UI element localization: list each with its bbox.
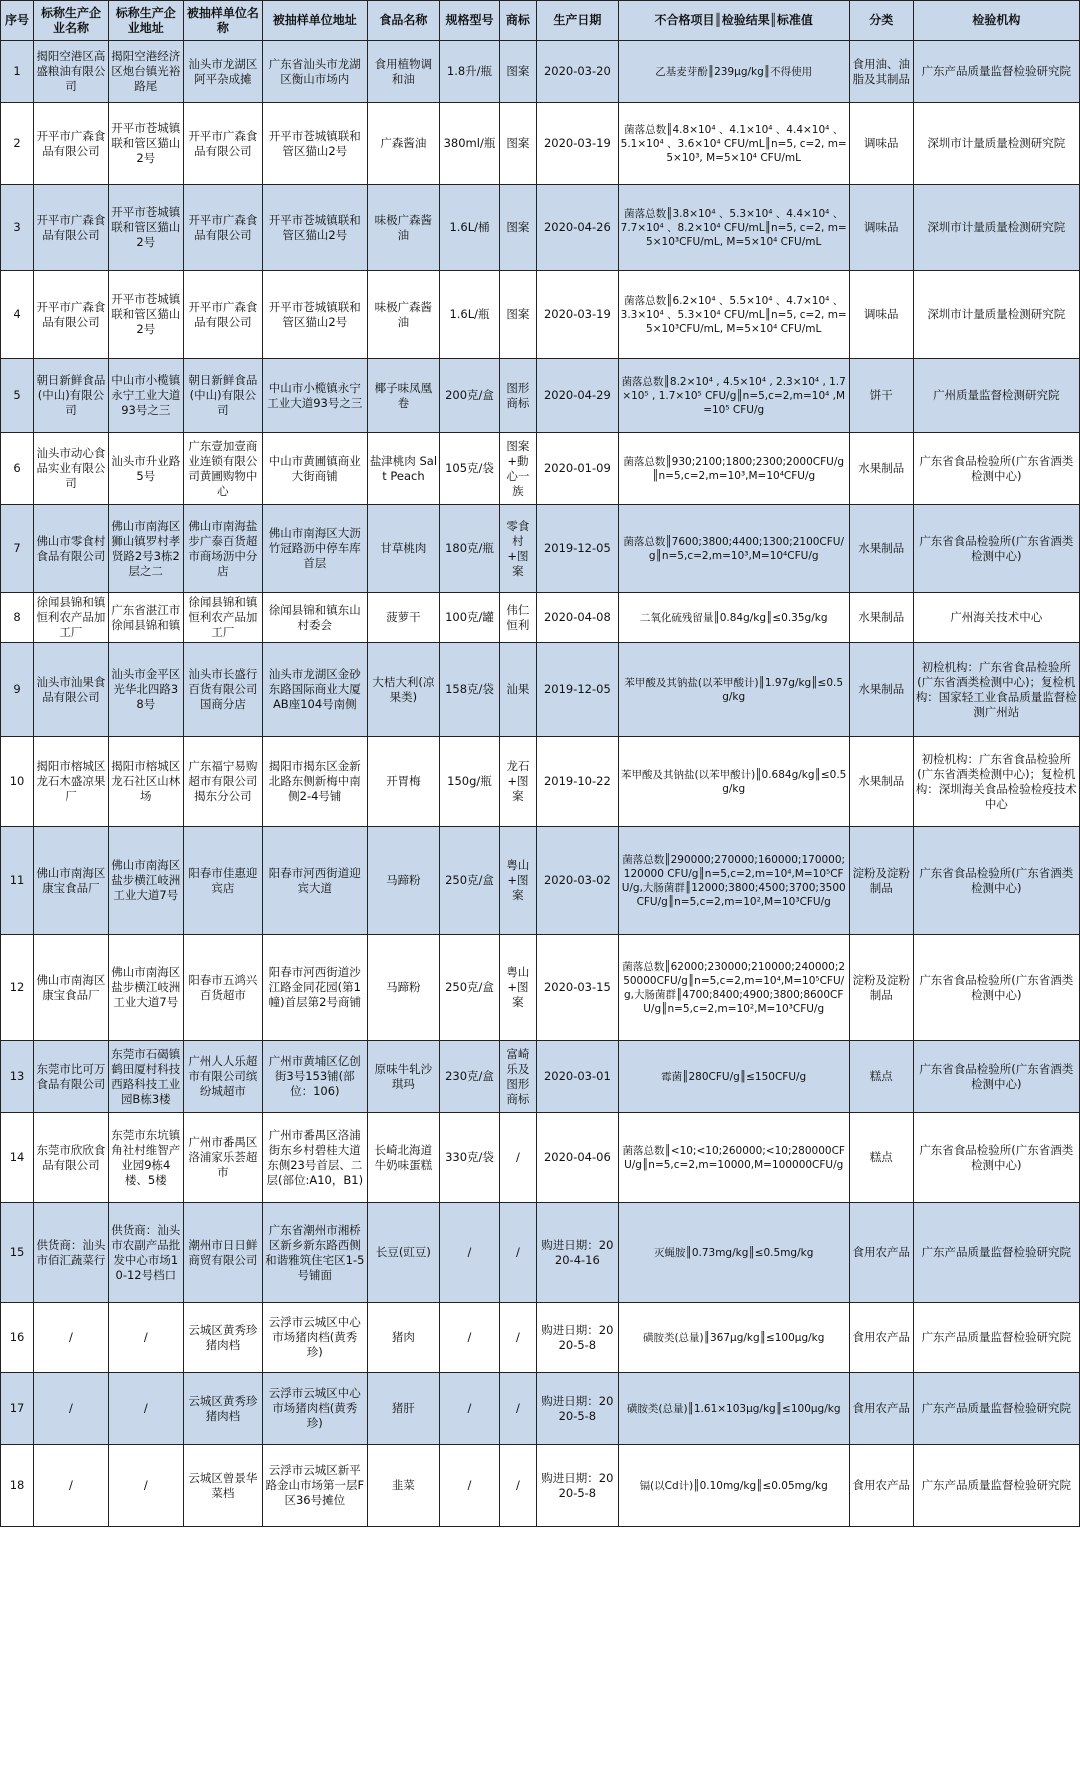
cell-trademark: 汕果 <box>499 643 536 737</box>
cell-category: 水果制品 <box>849 593 913 643</box>
cell-trademark: 伟仁恒利 <box>499 593 536 643</box>
header-category: 分类 <box>849 1 913 41</box>
cell-seq: 6 <box>1 433 34 505</box>
cell-trademark: / <box>499 1113 536 1203</box>
cell-spec: / <box>440 1303 499 1373</box>
cell-sampled-unit-address: 开平市苍城镇联和管区猫山2号 <box>263 103 368 185</box>
cell-category: 水果制品 <box>849 505 913 593</box>
cell-failed-item: 灭蝇胺║0.73mg/kg║≤0.5mg/kg <box>618 1203 849 1303</box>
cell-spec: / <box>440 1373 499 1445</box>
cell-sampled-unit-name: 汕头市龙湖区阿平杂成摊 <box>183 41 262 103</box>
cell-production-date: 2020-01-09 <box>537 433 618 505</box>
cell-seq: 18 <box>1 1445 34 1527</box>
cell-spec: 1.6L/桶 <box>440 185 499 271</box>
cell-sampled-unit-name: 汕头市长盛行百货有限公司国商分店 <box>183 643 262 737</box>
cell-food-name: 盐津桃肉 Salt Peach <box>367 433 440 505</box>
cell-manufacturer-name: 开平市广森食品有限公司 <box>34 185 109 271</box>
cell-production-date: 2020-03-15 <box>537 935 618 1041</box>
cell-failed-item: 磺胺类(总量)║367μg/kg║≤100μg/kg <box>618 1303 849 1373</box>
cell-production-date: 2020-03-01 <box>537 1041 618 1113</box>
cell-sampled-unit-address: 开平市苍城镇联和管区猫山2号 <box>263 185 368 271</box>
cell-production-date: 2020-04-26 <box>537 185 618 271</box>
cell-sampled-unit-address: 中山市小榄镇永宁工业大道93号之三 <box>263 359 368 433</box>
cell-spec: 330克/袋 <box>440 1113 499 1203</box>
cell-manufacturer-address: 东莞市东坑镇角社村维智产业园9栋4楼、5楼 <box>108 1113 183 1203</box>
cell-failed-item: 二氧化硫残留量║0.84g/kg║≤0.35g/kg <box>618 593 849 643</box>
cell-category: 淀粉及淀粉制品 <box>849 935 913 1041</box>
table-row <box>1 643 1080 737</box>
cell-sampled-unit-address: 广东省潮州市湘桥区新乡新东路西侧和谐雅筑住宅区1-5号铺面 <box>263 1203 368 1303</box>
cell-category: 食用农产品 <box>849 1445 913 1527</box>
cell-spec: / <box>440 1203 499 1303</box>
cell-failed-item: 菌落总数║3.8×10⁴ 、5.3×10⁴ 、4.4×10⁴ 、7.7×10⁴ 、8.2×10⁴ CFU/mL║n=5, c=2, m=5×10³CFU/mL, M=5×10⁴ CFU/mL <box>618 185 849 271</box>
cell-food-name: 味极广森酱油 <box>367 271 440 359</box>
cell-sampled-unit-address: 阳春市河西街道沙江路金同花园(第1幢)首层第2号商铺 <box>263 935 368 1041</box>
cell-category: 调味品 <box>849 185 913 271</box>
cell-test-agency: 广州海关技术中心 <box>913 593 1079 643</box>
cell-sampled-unit-name: 阳春市五鸿兴百货超市 <box>183 935 262 1041</box>
cell-test-agency: 广东省食品检验所(广东省酒类检测中心) <box>913 1113 1079 1203</box>
cell-trademark: / <box>499 1445 536 1527</box>
cell-sampled-unit-address: 徐闻县锦和镇东山村委会 <box>263 593 368 643</box>
header-trademark: 商标 <box>499 1 536 41</box>
cell-spec: / <box>440 1445 499 1527</box>
cell-test-agency: 广东产品质量监督检验研究院 <box>913 1373 1079 1445</box>
cell-trademark: 图形商标 <box>499 359 536 433</box>
cell-production-date: 购进日期：2020-5-8 <box>537 1373 618 1445</box>
cell-sampled-unit-address: 云浮市云城区新平路金山市场第一层F区36号摊位 <box>263 1445 368 1527</box>
table-row <box>1 185 1080 271</box>
cell-manufacturer-name: 东莞市欣欣食品有限公司 <box>34 1113 109 1203</box>
cell-seq: 1 <box>1 41 34 103</box>
cell-failed-item: 菌落总数║62000;230000;210000;240000;250000CFU/g║n=5,c=2,m=10⁴,M=10⁵CFU/g,大肠菌群║4700;8400;4900;3800;8600CFU/g║n=5,c=2,m=10²,M=10³CFU/g <box>618 935 849 1041</box>
cell-manufacturer-name: 汕头市汕果食品有限公司 <box>34 643 109 737</box>
cell-spec: 250克/盒 <box>440 827 499 935</box>
cell-food-name: 甘草桃肉 <box>367 505 440 593</box>
cell-sampled-unit-name: 徐闻县锦和镇恒利农产品加工厂 <box>183 593 262 643</box>
cell-trademark: 图案 <box>499 271 536 359</box>
cell-food-name: 大桔大利(凉果类) <box>367 643 440 737</box>
cell-test-agency: 广东省食品检验所(广东省酒类检测中心) <box>913 1041 1079 1113</box>
cell-sampled-unit-name: 开平市广森食品有限公司 <box>183 103 262 185</box>
header-failed-item: 不合格项目║检验结果║标准值 <box>618 1 849 41</box>
cell-test-agency: 深圳市计量质量检测研究院 <box>913 271 1079 359</box>
cell-manufacturer-address: 开平市苍城镇联和管区猫山2号 <box>108 103 183 185</box>
cell-food-name: 菠萝干 <box>367 593 440 643</box>
table-row <box>1 1445 1080 1527</box>
cell-spec: 1.6L/瓶 <box>440 271 499 359</box>
cell-category: 水果制品 <box>849 433 913 505</box>
cell-category: 糕点 <box>849 1041 913 1113</box>
cell-production-date: 2020-03-19 <box>537 271 618 359</box>
cell-test-agency: 广东产品质量监督检验研究院 <box>913 41 1079 103</box>
cell-test-agency: 广东省食品检验所(广东省酒类检测中心) <box>913 505 1079 593</box>
cell-sampled-unit-address: 云浮市云城区中心市场猪肉档(黄秀珍) <box>263 1303 368 1373</box>
cell-manufacturer-address: / <box>108 1303 183 1373</box>
table-row <box>1 103 1080 185</box>
cell-manufacturer-address: 汕头市升业路5号 <box>108 433 183 505</box>
header-sampled-unit-address: 被抽样单位地址 <box>263 1 368 41</box>
cell-manufacturer-address: 佛山市南海区狮山镇罗村孝贤路2号3栋2层之二 <box>108 505 183 593</box>
cell-production-date: 2019-12-05 <box>537 643 618 737</box>
cell-manufacturer-name: 佛山市南海区康宝食品厂 <box>34 935 109 1041</box>
cell-manufacturer-name: 佛山市零食村食品有限公司 <box>34 505 109 593</box>
cell-food-name: 味极广森酱油 <box>367 185 440 271</box>
table-row <box>1 1113 1080 1203</box>
cell-manufacturer-address: / <box>108 1445 183 1527</box>
cell-sampled-unit-name: 开平市广森食品有限公司 <box>183 271 262 359</box>
cell-spec: 105克/袋 <box>440 433 499 505</box>
cell-failed-item: 苯甲酸及其钠盐(以苯甲酸计)║0.684g/kg║≤0.5g/kg <box>618 737 849 827</box>
cell-seq: 16 <box>1 1303 34 1373</box>
cell-trademark: 粤山+图案 <box>499 935 536 1041</box>
cell-sampled-unit-name: 云城区曾景华菜档 <box>183 1445 262 1527</box>
cell-test-agency: 广东产品质量监督检验研究院 <box>913 1303 1079 1373</box>
cell-sampled-unit-name: 云城区黄秀珍猪肉档 <box>183 1303 262 1373</box>
cell-category: 食用农产品 <box>849 1373 913 1445</box>
cell-spec: 200克/盒 <box>440 359 499 433</box>
cell-trademark: 龙石+图案 <box>499 737 536 827</box>
cell-production-date: 2020-03-02 <box>537 827 618 935</box>
cell-trademark: 图案 <box>499 103 536 185</box>
cell-food-name: 猪肝 <box>367 1373 440 1445</box>
cell-sampled-unit-name: 阳春市佳惠迎宾店 <box>183 827 262 935</box>
cell-sampled-unit-name: 朝日新鲜食品(中山)有限公司 <box>183 359 262 433</box>
cell-food-name: 广森酱油 <box>367 103 440 185</box>
cell-failed-item: 菌落总数║930;2100;1800;2300;2000CFU/g║n=5,c=2,m=10³,M=10⁴CFU/g <box>618 433 849 505</box>
cell-food-name: 长豆(豇豆) <box>367 1203 440 1303</box>
cell-sampled-unit-name: 广东福宁易购超市有限公司揭东分公司 <box>183 737 262 827</box>
cell-seq: 8 <box>1 593 34 643</box>
cell-seq: 9 <box>1 643 34 737</box>
cell-test-agency: 广东省食品检验所(广东省酒类检测中心) <box>913 827 1079 935</box>
cell-sampled-unit-address: 揭阳市揭东区金新北路东侧新梅中南侧2-4号铺 <box>263 737 368 827</box>
cell-food-name: 长崎北海道牛奶味蛋糕 <box>367 1113 440 1203</box>
cell-spec: 180克/瓶 <box>440 505 499 593</box>
cell-manufacturer-address: 揭阳空港经济区炮台镇光裕路尾 <box>108 41 183 103</box>
cell-trademark: / <box>499 1303 536 1373</box>
cell-category: 水果制品 <box>849 737 913 827</box>
cell-food-name: 马蹄粉 <box>367 935 440 1041</box>
cell-sampled-unit-address: 汕头市龙湖区金砂东路国际商业大厦AB座104号南侧 <box>263 643 368 737</box>
cell-seq: 10 <box>1 737 34 827</box>
cell-manufacturer-address: 开平市苍城镇联和管区猫山2号 <box>108 271 183 359</box>
cell-seq: 5 <box>1 359 34 433</box>
cell-food-name: 开胃梅 <box>367 737 440 827</box>
cell-production-date: 2020-04-29 <box>537 359 618 433</box>
table-row <box>1 827 1080 935</box>
cell-sampled-unit-name: 广州人人乐超市有限公司缤纷城超市 <box>183 1041 262 1113</box>
cell-production-date: 2020-03-20 <box>537 41 618 103</box>
cell-test-agency: 广州质量监督检测研究院 <box>913 359 1079 433</box>
header-seq: 序号 <box>1 1 34 41</box>
cell-spec: 230克/盒 <box>440 1041 499 1113</box>
cell-production-date: 购进日期：2020-5-8 <box>537 1445 618 1527</box>
table-row <box>1 433 1080 505</box>
table-row <box>1 41 1080 103</box>
cell-manufacturer-address: 开平市苍城镇联和管区猫山2号 <box>108 185 183 271</box>
cell-manufacturer-name: / <box>34 1303 109 1373</box>
cell-manufacturer-address: 佛山市南海区盐步横江岐洲工业大道7号 <box>108 827 183 935</box>
cell-category: 淀粉及淀粉制品 <box>849 827 913 935</box>
cell-sampled-unit-address: 中山市黄圃镇商业大街商铺 <box>263 433 368 505</box>
cell-sampled-unit-name: 广东壹加壹商业连锁有限公司黄圃购物中心 <box>183 433 262 505</box>
cell-seq: 3 <box>1 185 34 271</box>
cell-manufacturer-address: 广东省湛江市徐闻县锦和镇 <box>108 593 183 643</box>
cell-manufacturer-name: 开平市广森食品有限公司 <box>34 103 109 185</box>
cell-manufacturer-address: 揭阳市榕城区龙石社区山林场 <box>108 737 183 827</box>
table-row <box>1 737 1080 827</box>
header-sampled-unit-name: 被抽样单位名称 <box>183 1 262 41</box>
header-test-agency: 检验机构 <box>913 1 1079 41</box>
cell-sampled-unit-address: 佛山市南海区大沥竹冠路沥中停车库首层 <box>263 505 368 593</box>
cell-sampled-unit-address: 阳春市河西街道迎宾大道 <box>263 827 368 935</box>
cell-food-name: 原味牛轧沙琪玛 <box>367 1041 440 1113</box>
cell-manufacturer-name: 揭阳市榕城区龙石木盛凉果厂 <box>34 737 109 827</box>
cell-test-agency: 广东省食品检验所(广东省酒类检测中心) <box>913 935 1079 1041</box>
cell-failed-item: 霉菌║280CFU/g║≤150CFU/g <box>618 1041 849 1113</box>
cell-category: 糕点 <box>849 1113 913 1203</box>
cell-sampled-unit-address: 云浮市云城区中心市场猪肉档(黄秀珍) <box>263 1373 368 1445</box>
cell-test-agency: 初检机构：广东省食品检验所(广东省酒类检测中心)；复检机构：深圳海关食品检验检疫技术中心 <box>913 737 1079 827</box>
cell-seq: 17 <box>1 1373 34 1445</box>
cell-manufacturer-name: 徐闻县锦和镇恒利农产品加工厂 <box>34 593 109 643</box>
cell-seq: 13 <box>1 1041 34 1113</box>
cell-manufacturer-name: / <box>34 1445 109 1527</box>
cell-seq: 12 <box>1 935 34 1041</box>
cell-seq: 2 <box>1 103 34 185</box>
cell-manufacturer-name: 佛山市南海区康宝食品厂 <box>34 827 109 935</box>
cell-sampled-unit-name: 佛山市南海盐步广泰百货超市商场沥中分店 <box>183 505 262 593</box>
cell-sampled-unit-name: 云城区黄秀珍猪肉档 <box>183 1373 262 1445</box>
cell-category: 食用农产品 <box>849 1203 913 1303</box>
cell-failed-item: 菌落总数║290000;270000;160000;170000;120000 CFU/g║n=5,c=2,m=10⁴,M=10⁵CFU/g,大肠菌群║12000;3800;4500;3700;3500CFU/g║n=5,c=2,m=10²,M=10³CFU/g <box>618 827 849 935</box>
cell-category: 调味品 <box>849 103 913 185</box>
header-manufacturer-name: 标称生产企业名称 <box>34 1 109 41</box>
cell-sampled-unit-name: 开平市广森食品有限公司 <box>183 185 262 271</box>
cell-sampled-unit-address: 广东省汕头市龙湖区衡山市场内 <box>263 41 368 103</box>
cell-seq: 4 <box>1 271 34 359</box>
cell-manufacturer-name: 开平市广森食品有限公司 <box>34 271 109 359</box>
table-row <box>1 593 1080 643</box>
table-body <box>1 41 1080 1527</box>
table-row <box>1 359 1080 433</box>
header-production-date: 生产日期 <box>537 1 618 41</box>
cell-sampled-unit-address: 广州市番禺区洛浦街东乡村碧桂大道东侧23号首层、二层(部位:A10，B1) <box>263 1113 368 1203</box>
cell-spec: 100克/罐 <box>440 593 499 643</box>
cell-trademark: 零食村+图案 <box>499 505 536 593</box>
cell-seq: 14 <box>1 1113 34 1203</box>
cell-sampled-unit-address: 开平市苍城镇联和管区猫山2号 <box>263 271 368 359</box>
cell-manufacturer-name: 朝日新鲜食品(中山)有限公司 <box>34 359 109 433</box>
cell-failed-item: 镉(以Cd计)║0.10mg/kg║≤0.05mg/kg <box>618 1445 849 1527</box>
header-food-name: 食品名称 <box>367 1 440 41</box>
cell-failed-item: 菌落总数║4.8×10⁴ 、4.1×10⁴ 、4.4×10⁴ 、5.1×10⁴ 、3.6×10⁴ CFU/mL║n=5, c=2, m=5×10³, M=5×10⁴ CFU/mL <box>618 103 849 185</box>
table-row <box>1 271 1080 359</box>
cell-category: 食用油、油脂及其制品 <box>849 41 913 103</box>
table-row <box>1 1373 1080 1445</box>
cell-test-agency: 初检机构：广东省食品检验所(广东省酒类检测中心)；复检机构：国家轻工业食品质量监督检测广州站 <box>913 643 1079 737</box>
cell-sampled-unit-name: 潮州市日日鲜商贸有限公司 <box>183 1203 262 1303</box>
cell-production-date: 2020-04-08 <box>537 593 618 643</box>
cell-manufacturer-name: 供货商：汕头市佰汇蔬菜行 <box>34 1203 109 1303</box>
cell-food-name: 马蹄粉 <box>367 827 440 935</box>
cell-test-agency: 广东产品质量监督检验研究院 <box>913 1203 1079 1303</box>
cell-manufacturer-address: 汕头市金平区光华北四路38号 <box>108 643 183 737</box>
table-row <box>1 935 1080 1041</box>
cell-manufacturer-name: 揭阳空港区高盛粮油有限公司 <box>34 41 109 103</box>
table-row <box>1 505 1080 593</box>
cell-manufacturer-address: / <box>108 1373 183 1445</box>
cell-food-name: 韭菜 <box>367 1445 440 1527</box>
cell-category: 食用农产品 <box>849 1303 913 1373</box>
cell-category: 调味品 <box>849 271 913 359</box>
cell-manufacturer-address: 东莞市石碣镇鹤田厦村科技西路科技工业园B栋3楼 <box>108 1041 183 1113</box>
cell-production-date: 2020-04-06 <box>537 1113 618 1203</box>
cell-manufacturer-name: 东莞市比可万食品有限公司 <box>34 1041 109 1113</box>
cell-manufacturer-name: / <box>34 1373 109 1445</box>
cell-trademark: 富崎乐及图形商标 <box>499 1041 536 1113</box>
cell-spec: 1.8升/瓶 <box>440 41 499 103</box>
cell-failed-item: 乙基麦芽酚║239μg/kg║不得使用 <box>618 41 849 103</box>
cell-trademark: 图案+動心一族 <box>499 433 536 505</box>
cell-manufacturer-address: 供货商：汕头市农副产品批发中心市场10-12号档口 <box>108 1203 183 1303</box>
cell-test-agency: 深圳市计量质量检测研究院 <box>913 185 1079 271</box>
cell-test-agency: 广东产品质量监督检验研究院 <box>913 1445 1079 1527</box>
table-row <box>1 1203 1080 1303</box>
cell-production-date: 2019-10-22 <box>537 737 618 827</box>
cell-production-date: 购进日期：2020-5-8 <box>537 1303 618 1373</box>
cell-failed-item: 菌落总数║<10;<10;260000;<10;280000CFU/g║n=5,c=2,m=10000,M=100000CFU/g <box>618 1113 849 1203</box>
cell-category: 水果制品 <box>849 643 913 737</box>
cell-manufacturer-address: 佛山市南海区盐步横江岐洲工业大道7号 <box>108 935 183 1041</box>
cell-failed-item: 磺胺类(总量)║1.61×103μg/kg║≤100μg/kg <box>618 1373 849 1445</box>
cell-sampled-unit-name: 广州市番禺区洛浦家乐荟超市 <box>183 1113 262 1203</box>
table-header-row <box>1 1 1080 41</box>
table-row <box>1 1041 1080 1113</box>
cell-manufacturer-name: 汕头市动心食品实业有限公司 <box>34 433 109 505</box>
cell-spec: 158克/袋 <box>440 643 499 737</box>
cell-trademark: / <box>499 1373 536 1445</box>
cell-production-date: 2020-03-19 <box>537 103 618 185</box>
cell-seq: 15 <box>1 1203 34 1303</box>
cell-failed-item: 菌落总数║6.2×10⁴ 、5.5×10⁴ 、4.7×10⁴ 、3.3×10⁴ 、5.3×10⁴ CFU/mL║n=5, c=2, m=5×10³CFU/mL, M=5×10⁴ CFU/mL <box>618 271 849 359</box>
header-spec: 规格型号 <box>440 1 499 41</box>
cell-test-agency: 深圳市计量质量检测研究院 <box>913 103 1079 185</box>
cell-production-date: 购进日期：2020-4-16 <box>537 1203 618 1303</box>
cell-category: 饼干 <box>849 359 913 433</box>
cell-trademark: 图案 <box>499 185 536 271</box>
cell-trademark: / <box>499 1203 536 1303</box>
cell-trademark: 粤山+图案 <box>499 827 536 935</box>
cell-manufacturer-address: 中山市小榄镇永宁工业大道93号之三 <box>108 359 183 433</box>
cell-seq: 7 <box>1 505 34 593</box>
cell-food-name: 食用植物调和油 <box>367 41 440 103</box>
cell-food-name: 椰子味凤凰卷 <box>367 359 440 433</box>
header-manufacturer-address: 标称生产企业地址 <box>108 1 183 41</box>
cell-food-name: 猪肉 <box>367 1303 440 1373</box>
cell-failed-item: 菌落总数║7600;3800;4400;1300;2100CFU/g║n=5,c=2,m=10³,M=10⁴CFU/g <box>618 505 849 593</box>
cell-failed-item: 苯甲酸及其钠盐(以苯甲酸计)║1.97g/kg║≤0.5g/kg <box>618 643 849 737</box>
table-row <box>1 1303 1080 1373</box>
cell-test-agency: 广东省食品检验所(广东省酒类检测中心) <box>913 433 1079 505</box>
cell-sampled-unit-address: 广州市黄埔区亿创街3号153铺(部位：106) <box>263 1041 368 1113</box>
cell-spec: 380ml/瓶 <box>440 103 499 185</box>
cell-trademark: 图案 <box>499 41 536 103</box>
cell-failed-item: 菌落总数║8.2×10⁴ , 4.5×10⁴ , 2.3×10⁴ , 1.7×10⁵ , 1.7×10⁵ CFU/g║n=5,c=2,m=10⁴ ,M=10⁵ CFU/g <box>618 359 849 433</box>
cell-spec: 150g/瓶 <box>440 737 499 827</box>
cell-spec: 250克/盒 <box>440 935 499 1041</box>
cell-production-date: 2019-12-05 <box>537 505 618 593</box>
cell-seq: 11 <box>1 827 34 935</box>
